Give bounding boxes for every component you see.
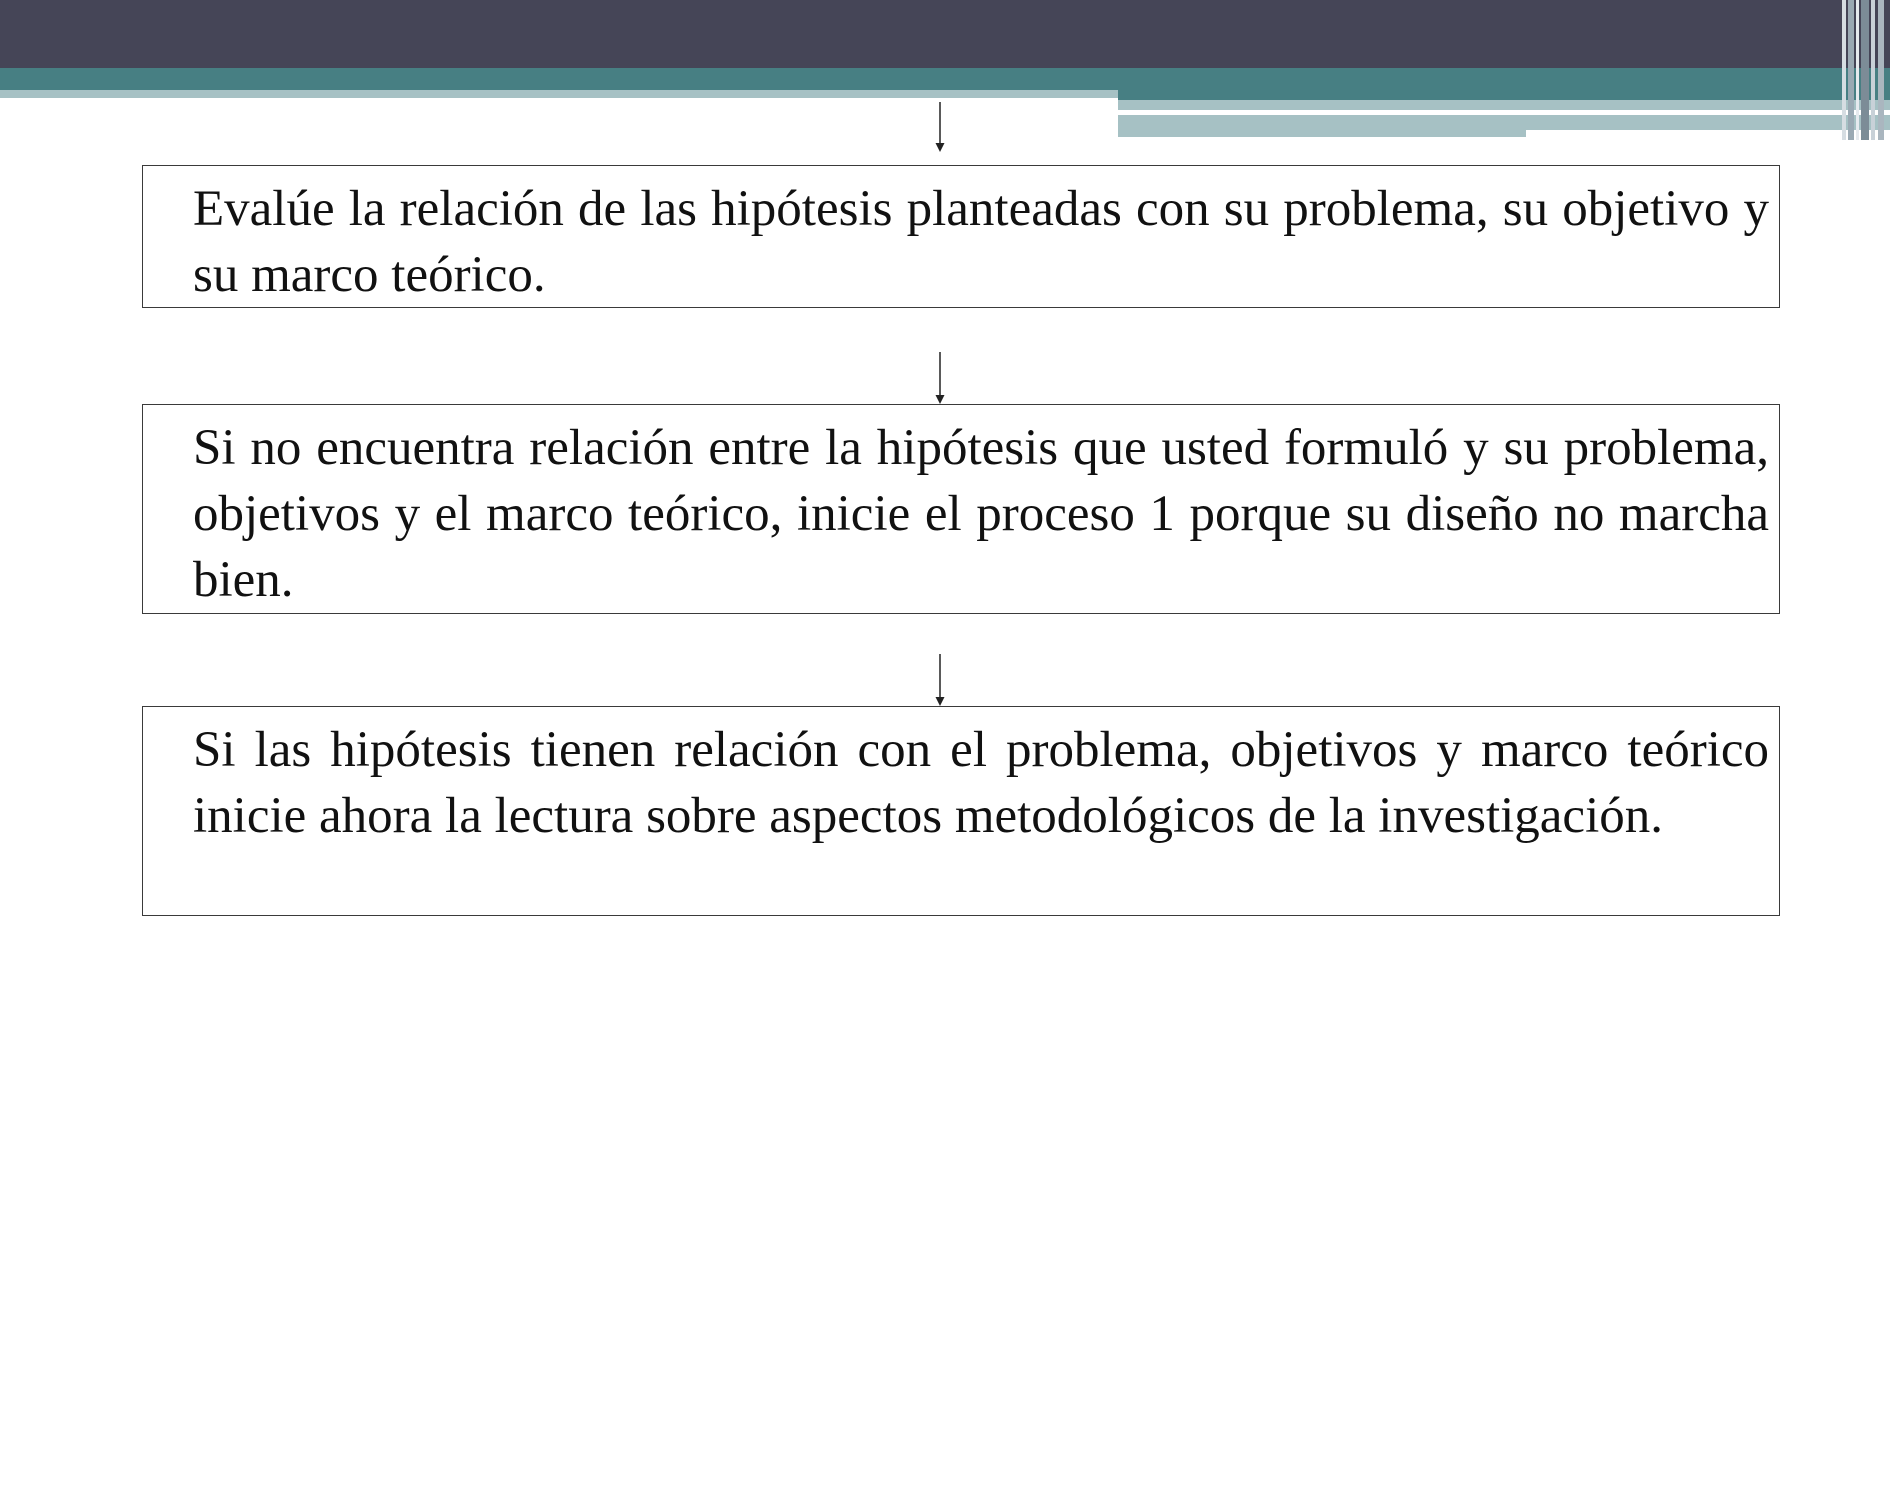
flow-step-box-3 bbox=[142, 706, 1780, 916]
flow-arrow-down bbox=[934, 102, 946, 152]
flow-arrow-down bbox=[934, 654, 946, 706]
flow-step-box-2 bbox=[142, 404, 1780, 614]
header-band-teal bbox=[0, 68, 1890, 90]
header-band-dark bbox=[0, 0, 1890, 68]
edge-decoration bbox=[1842, 0, 1890, 140]
header-stripe bbox=[1118, 130, 1526, 137]
flow-arrow-down bbox=[934, 352, 946, 404]
header-band-light bbox=[0, 90, 1118, 98]
flow-step-text-1: Evalúe la relación de las hipótesis planteadas con su problema, su objetivo y su marco teórico. bbox=[193, 181, 1769, 303]
header-stripe bbox=[1118, 115, 1890, 130]
flow-step-text-3: Si las hipótesis tienen relación con el problema, objetivos y marco teórico inicie ahora la lectura sobre aspectos metodológicos de la investigación. bbox=[193, 722, 1769, 844]
flow-step-box-1 bbox=[142, 165, 1780, 308]
header-band-teal-right bbox=[1118, 90, 1890, 100]
flow-step-text-2: Si no encuentra relación entre la hipótesis que usted formuló y su problema, objetivos y el marco teórico, inicie el proceso 1 porque su diseño no marcha bien. bbox=[193, 420, 1769, 608]
header-stripe bbox=[1118, 100, 1890, 110]
